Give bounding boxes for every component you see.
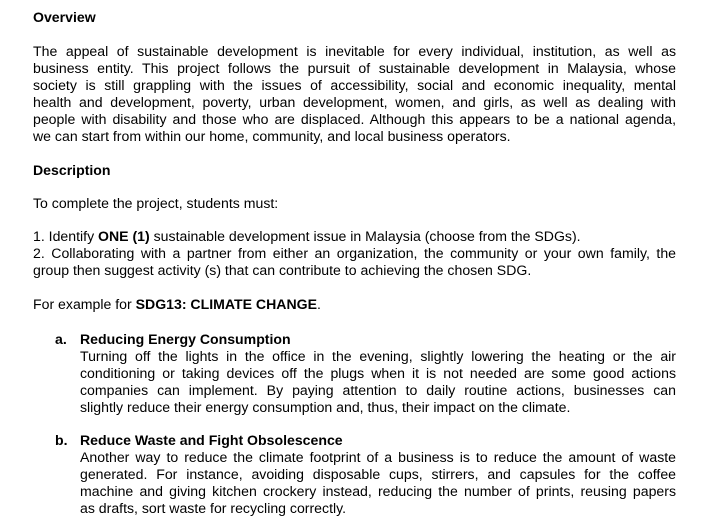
overview-line: society is still grappling with the issues of accessibility, social and economic inequality, mental [33, 77, 676, 93]
item-line: as drafts, sort waste for recycling correctly. [80, 500, 347, 516]
list-marker: b. [55, 432, 68, 448]
step-1-prefix: 1. Identify [33, 228, 99, 244]
list-item-a [33, 331, 676, 416]
item-line: generated. For instance, avoiding disposable cups, stirrers, and capsules for the coffee [80, 466, 676, 482]
description-heading: Description [33, 162, 111, 178]
description-intro: To complete the project, students must: [33, 195, 279, 211]
example-line [33, 296, 676, 313]
overview-paragraph [33, 43, 676, 145]
step-1-suffix: sustainable development issue in Malaysia (choose from the SDGs). [149, 228, 581, 244]
example-prefix: For example for [33, 296, 136, 312]
item-line: conditioning or taking devices off the plugs when it is not needed are some good actions [80, 365, 676, 381]
overview-heading: Overview [33, 9, 96, 25]
item-line: machine and giving kitchen crockery instead, reducing the number of prints, reusing papers [80, 483, 676, 499]
overview-line: we can start from within our home, community, and local business operators. [33, 128, 511, 144]
step-1-count: ONE (1) [98, 228, 150, 244]
example-sdg: SDG13: CLIMATE CHANGE [135, 296, 318, 312]
list-item-b [33, 432, 676, 517]
example-suffix: . [317, 296, 321, 312]
overview-line: people with disability and those who are displaced. Although this appears to be a national agenda, [33, 111, 676, 127]
item-line: slightly reduce their energy consumption and, thus, their impact on the climate. [80, 399, 571, 415]
item-line: companies can implement. By paying attention to daily routine actions, businesses can [80, 382, 676, 398]
step-2-line: group then suggest activity (s) that can contribute to achieving the chosen SDG. [33, 262, 532, 278]
overview-line: health and development, poverty, urban development, women, and girls, as well as dealing with [33, 94, 676, 110]
overview-line: business entity. This project follows the pursuit of sustainable development in Malaysia, whose [33, 60, 676, 76]
step-1 [33, 228, 676, 245]
item-line: Another way to reduce the climate footprint of a business is to reduce the amount of waste [80, 449, 676, 465]
steps-list [33, 228, 676, 279]
item-title: Reduce Waste and Fight Obsolescence [80, 432, 343, 448]
item-title: Reducing Energy Consumption [80, 331, 291, 347]
step-2-line: 2. Collaborating with a partner from either an organization, the community or your own family, the [33, 245, 676, 261]
overview-line: The appeal of sustainable development is inevitable for every individual, institution, as well as [33, 43, 676, 59]
item-line: Turning off the lights in the office in the evening, slightly lowering the heating or the air [80, 348, 676, 364]
document-page [33, 9, 676, 517]
list-marker: a. [55, 331, 67, 347]
